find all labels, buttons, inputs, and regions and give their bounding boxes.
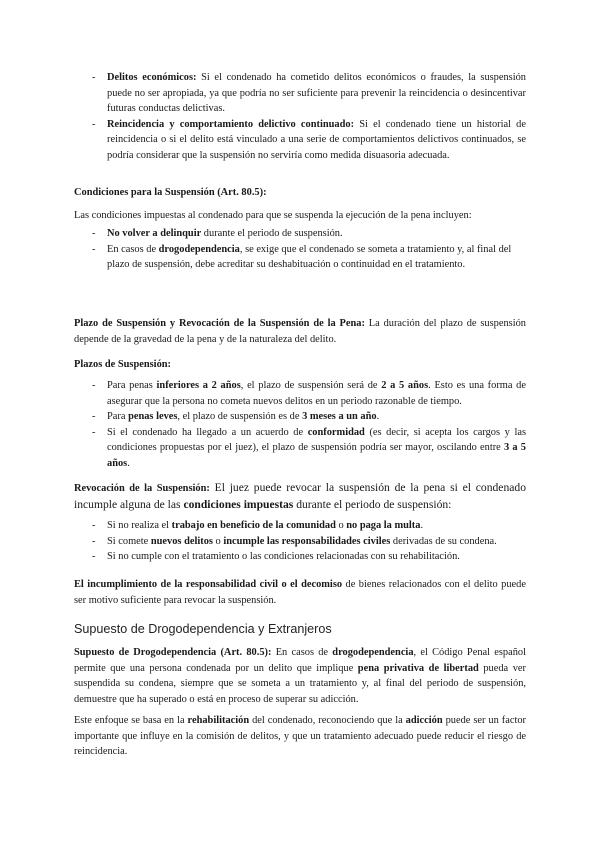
- revocacion-list: [74, 518, 526, 565]
- list-item-term: Delitos económicos:: [107, 72, 197, 83]
- list-item: [74, 117, 526, 164]
- incumplimiento-paragraph: El incumplimiento de la responsabilidad civil o el decomiso de bienes relacionados con el delito puede ser motivo suficiente para revocar la suspensión.: [74, 579, 526, 606]
- list-item-text: Si el condenado ha cometido delitos económicos o fraudes, la suspensión puede no ser apropiada, ya que podría no ser suficiente para prevenir la reincidencia o desincentivar futuras conductas delictivas.: [107, 72, 527, 115]
- plazos-heading: Plazos de Suspensión:: [74, 359, 172, 370]
- list-item-term: Reincidencia y comportamiento delictivo continuado:: [107, 118, 355, 130]
- list-item: - No volver a delinquir durante el periodo de suspensión.: [74, 226, 526, 242]
- dash-bullet-icon: -: [92, 426, 96, 438]
- list-item: - Para penas inferiores a 2 años, el plazo de suspensión será de 2 a 5 años. Esto es una forma de asegurar que la persona no cometa nuevos delitos en un periodo razonable de tiempo.: [92, 380, 526, 407]
- list-item: - Si comete nuevos delitos o incumple las responsabilidades civiles derivadas de su condena.: [74, 534, 526, 550]
- plazo-paragraph: Plazo de Suspensión y Revocación de la Suspensión de la Pena: La duración del plazo de suspensión depende de la gravedad de la pena y de la naturaleza del delito.: [74, 318, 526, 345]
- dash-bullet-icon: -: [92, 411, 96, 423]
- dash-bullet-icon: -: [92, 551, 96, 563]
- dash-bullet-icon: -: [92, 72, 96, 83]
- dash-bullet-icon: -: [92, 520, 96, 531]
- dash-bullet-icon: -: [92, 380, 96, 391]
- list-item: - Si no cumple con el tratamiento o las condiciones relacionadas con su rehabilitación.: [74, 549, 526, 565]
- plazos-list: [74, 378, 526, 472]
- conditions-intro: Las condiciones impuestas al condenado para que se suspenda la ejecución de la pena incluyen:: [74, 210, 472, 221]
- dash-bullet-icon: -: [92, 243, 96, 255]
- list-item: - Si no realiza el trabajo en beneficio de la comunidad o no paga la multa.: [74, 518, 526, 534]
- conditions-list: [74, 226, 526, 273]
- revocacion-paragraph: Revocación de la Suspensión: El juez puede revocar la suspensión de la pena si el condenado incumple alguna de las condiciones impuestas durante el periodo de suspensión:: [74, 481, 526, 511]
- dash-bullet-icon: -: [92, 228, 96, 239]
- conditions-heading: Condiciones para la Suspensión (Art. 80.5):: [74, 187, 267, 198]
- drogodependencia-heading: Supuesto de Drogodependencia (Art. 80.5):: [74, 647, 272, 658]
- list-item: - Si el condenado ha llegado a un acuerdo de conformidad (es decir, si acepta los cargos y las condiciones propuestas por el juez), el plazo de suspensión podría ser mayor, oscilando entre 3 a 5 años.: [92, 426, 527, 469]
- section-heading: Supuesto de Drogodependencia y Extranjeros: [74, 622, 332, 636]
- revocacion-heading: Revocación de la Suspensión:: [74, 483, 210, 494]
- drogodependencia-paragraph: Supuesto de Drogodependencia (Art. 80.5): En casos de drogodependencia, el Código Penal español permite que una persona condenada por un delito que implique pena privativa de libertad pueda ver suspendida su condena, siempre que se someta a un tratamiento y, al final del periodo de suspensión, demuestre que ha superado o está en proceso de superar su adicción.: [74, 647, 526, 705]
- enfoque-paragraph: Este enfoque se basa en la rehabilitación del condenado, reconociendo que la adicción puede ser un factor importante que influye en la comisión de delitos, y que un tratamiento adecuado puede reducir el riesgo de reincidencia.: [74, 715, 526, 758]
- list-item: - En casos de drogodependencia, se exige que el condenado se someta a tratamiento y, al final del plazo de suspensión, debe acreditar su deshabituación o continuidad en el tratamiento.: [92, 243, 512, 271]
- list-item: - Para penas leves, el plazo de suspensión es de 3 meses a un año.: [74, 409, 526, 425]
- list-item-text: Si el condenado tiene un historial de reincidencia o si el delito está vinculado a una serie de comportamientos delictivos continuados, se podría considerar que la suspensión no serviría como medida disuasoria adecuada.: [107, 118, 526, 161]
- dash-bullet-icon: -: [92, 118, 96, 130]
- plazo-heading: Plazo de Suspensión y Revocación de la Suspensión de la Pena:: [74, 318, 365, 329]
- dash-bullet-icon: -: [92, 535, 96, 547]
- list-item: [74, 70, 526, 117]
- offense-list: [74, 70, 526, 164]
